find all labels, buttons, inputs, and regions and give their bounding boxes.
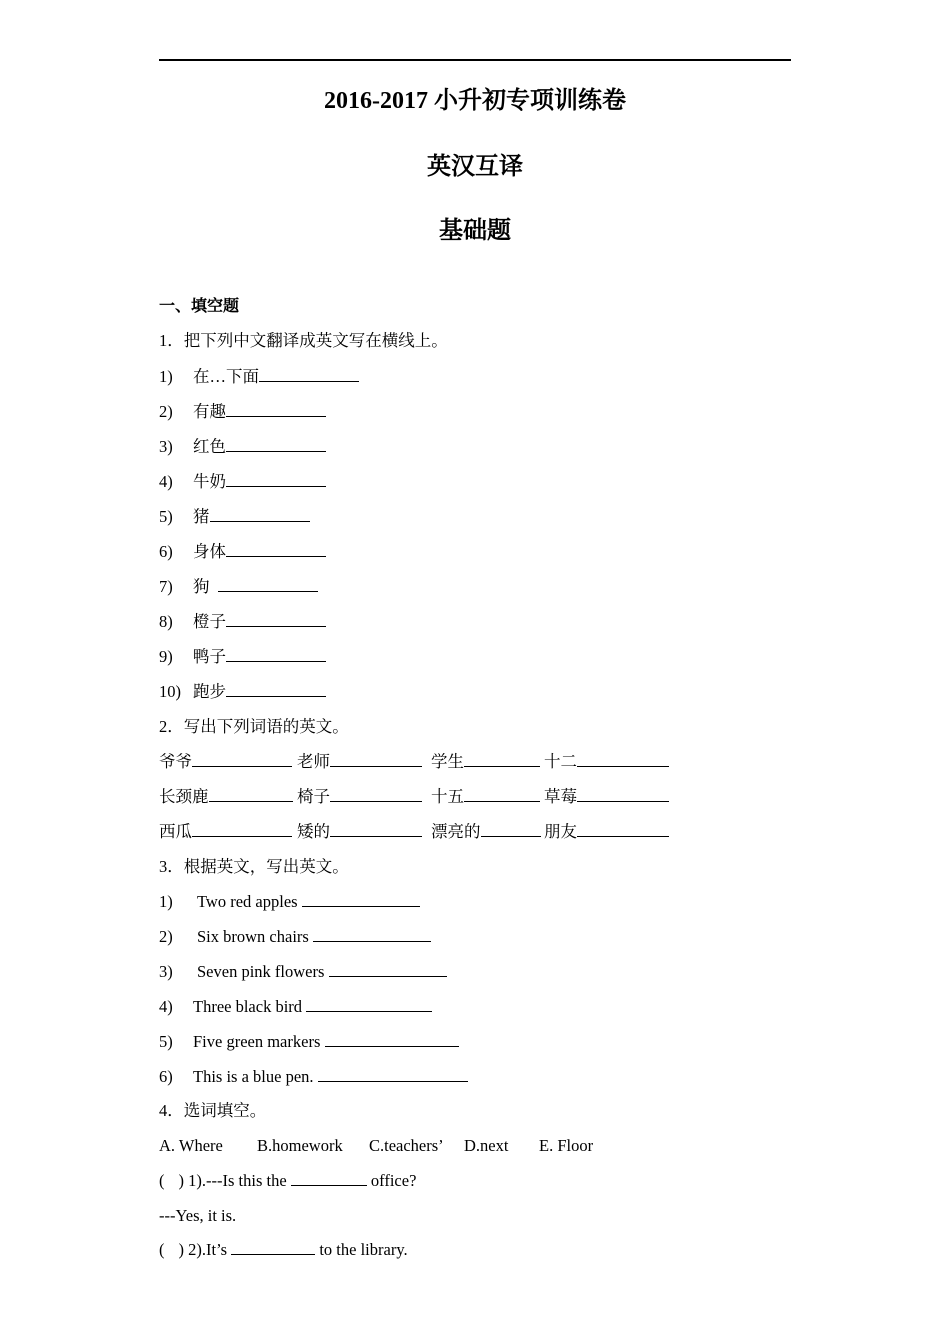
q2-row [159, 821, 669, 843]
answer-blank[interactable] [464, 751, 540, 767]
item-number: 2) [159, 402, 173, 421]
sentence-start: ---Is this the [206, 1171, 287, 1190]
answer-blank[interactable] [209, 786, 293, 802]
item-text: 猪 [193, 507, 210, 526]
word: 椅子 [297, 787, 330, 806]
sentence-end: to the library. [319, 1240, 408, 1259]
q2-row [159, 786, 669, 808]
item-number: 8) [159, 612, 173, 631]
q3-item [159, 926, 431, 948]
q3-item [159, 961, 447, 983]
option-e: E. Floor [539, 1136, 594, 1155]
q3-item [159, 891, 420, 913]
word: 老师 [297, 752, 330, 771]
q3-item [159, 1066, 468, 1088]
item-number: 5) [159, 507, 173, 526]
answer-blank[interactable] [218, 576, 318, 592]
answer-blank[interactable] [210, 506, 310, 522]
item-number: 1). [188, 1171, 206, 1190]
item-number: 6) [159, 542, 173, 561]
option-a: A. Where [159, 1136, 223, 1155]
q3-item [159, 1031, 459, 1053]
answer-blank[interactable] [192, 821, 292, 837]
item-number: 9) [159, 647, 173, 666]
question-1-prompt: 1．把下列中文翻译成英文写在横线上。 [159, 331, 448, 350]
answer-blank[interactable] [330, 821, 422, 837]
answer-blank[interactable] [226, 401, 326, 417]
word: 漂亮的 [431, 822, 481, 841]
answer-blank[interactable] [226, 471, 326, 487]
q1-item [159, 366, 359, 388]
page-title: 2016-2017 小升初专项训练卷 [324, 88, 626, 114]
header-rule [159, 59, 791, 61]
item-text: 跑步 [193, 682, 226, 701]
word: 矮的 [297, 822, 330, 841]
q1-item [159, 506, 310, 528]
word: 长颈鹿 [159, 787, 209, 806]
answer-blank[interactable] [302, 891, 420, 907]
answer-blank[interactable] [329, 961, 447, 977]
item-number: 7) [159, 577, 173, 596]
item-number: 10) [159, 682, 181, 701]
answer-blank[interactable] [226, 646, 326, 662]
item-number: 1) [159, 892, 173, 911]
answer-blank[interactable] [259, 366, 359, 382]
answer-blank[interactable] [226, 681, 326, 697]
question-4-prompt: 4．选词填空。 [159, 1101, 267, 1120]
answer-blank[interactable] [226, 611, 326, 627]
option-c: C.teachers’ [369, 1136, 444, 1155]
item-number: 6) [159, 1067, 173, 1086]
item-text: 鸭子 [193, 647, 226, 666]
option-d: D.next [464, 1136, 509, 1155]
question-2-prompt: 2．写出下列词语的英文。 [159, 717, 349, 736]
answer-slot[interactable] [165, 1240, 179, 1255]
q4-item-1-answer: ---Yes, it is. [159, 1206, 237, 1225]
word-bank [159, 1135, 593, 1157]
item-text: 橙子 [193, 612, 226, 631]
q4-item-2 [159, 1239, 408, 1261]
item-text: 在…下面 [193, 367, 259, 386]
q1-item [159, 646, 326, 668]
question-3-prompt: 3．根据英文，写出英文。 [159, 857, 349, 876]
item-number: 3) [159, 437, 173, 456]
open-paren: ( [159, 1171, 165, 1190]
item-number: 2). [188, 1240, 206, 1259]
item-text: 牛奶 [193, 472, 226, 491]
item-number: 4) [159, 472, 173, 491]
item-number: 5) [159, 1032, 173, 1051]
answer-blank[interactable] [330, 751, 422, 767]
answer-blank[interactable] [226, 541, 326, 557]
q3-item [159, 996, 432, 1018]
sentence-end: office? [370, 1171, 417, 1190]
item-number: 4) [159, 997, 173, 1016]
q1-item [159, 471, 326, 493]
item-text: Five green markers [193, 1032, 321, 1051]
word: 西瓜 [159, 822, 192, 841]
item-text: 狗 [193, 577, 210, 596]
answer-slot[interactable] [165, 1171, 179, 1186]
q1-item [159, 401, 326, 423]
answer-blank[interactable] [318, 1066, 468, 1082]
answer-blank[interactable] [577, 821, 669, 837]
answer-blank[interactable] [464, 786, 540, 802]
item-number: 3) [159, 962, 173, 981]
answer-blank[interactable] [325, 1031, 459, 1047]
q1-item [159, 681, 326, 703]
word: 朋友 [544, 822, 577, 841]
answer-blank[interactable] [226, 436, 326, 452]
answer-blank[interactable] [192, 751, 292, 767]
q1-item [159, 541, 326, 563]
close-paren: ) [178, 1240, 184, 1259]
word: 草莓 [544, 787, 577, 806]
answer-blank[interactable] [231, 1239, 315, 1255]
item-text: Three black bird [193, 997, 303, 1016]
item-text: This is a blue pen. [193, 1067, 314, 1086]
q1-item [159, 576, 318, 598]
answer-blank[interactable] [313, 926, 431, 942]
difficulty-level: 基础题 [439, 218, 511, 244]
item-text: Seven pink flowers [197, 962, 325, 981]
answer-blank[interactable] [291, 1170, 367, 1186]
word: 学生 [431, 752, 464, 771]
item-text: Six brown chairs [197, 927, 309, 946]
answer-blank[interactable] [306, 996, 432, 1012]
q2-row [159, 751, 669, 773]
item-text: 有趣 [193, 402, 226, 421]
word: 十五 [431, 787, 464, 806]
word: 爷爷 [159, 752, 192, 771]
q1-item [159, 436, 326, 458]
sentence-start: It’s [206, 1240, 228, 1259]
item-text: 红色 [193, 437, 226, 456]
answer-blank[interactable] [577, 751, 669, 767]
option-b: B.homework [257, 1136, 343, 1155]
item-text: Two red apples [197, 892, 298, 911]
item-text: 身体 [193, 542, 226, 561]
answer-blank[interactable] [481, 821, 541, 837]
answer-blank[interactable] [330, 786, 422, 802]
close-paren: ) [178, 1171, 184, 1190]
page-subtitle: 英汉互译 [427, 154, 523, 180]
word: 十二 [544, 752, 577, 771]
q4-item-1 [159, 1170, 416, 1192]
open-paren: ( [159, 1240, 165, 1259]
section-heading: 一、填空题 [159, 298, 240, 315]
item-number: 2) [159, 927, 173, 946]
answer-blank[interactable] [577, 786, 669, 802]
q1-item [159, 611, 326, 633]
item-number: 1) [159, 367, 173, 386]
